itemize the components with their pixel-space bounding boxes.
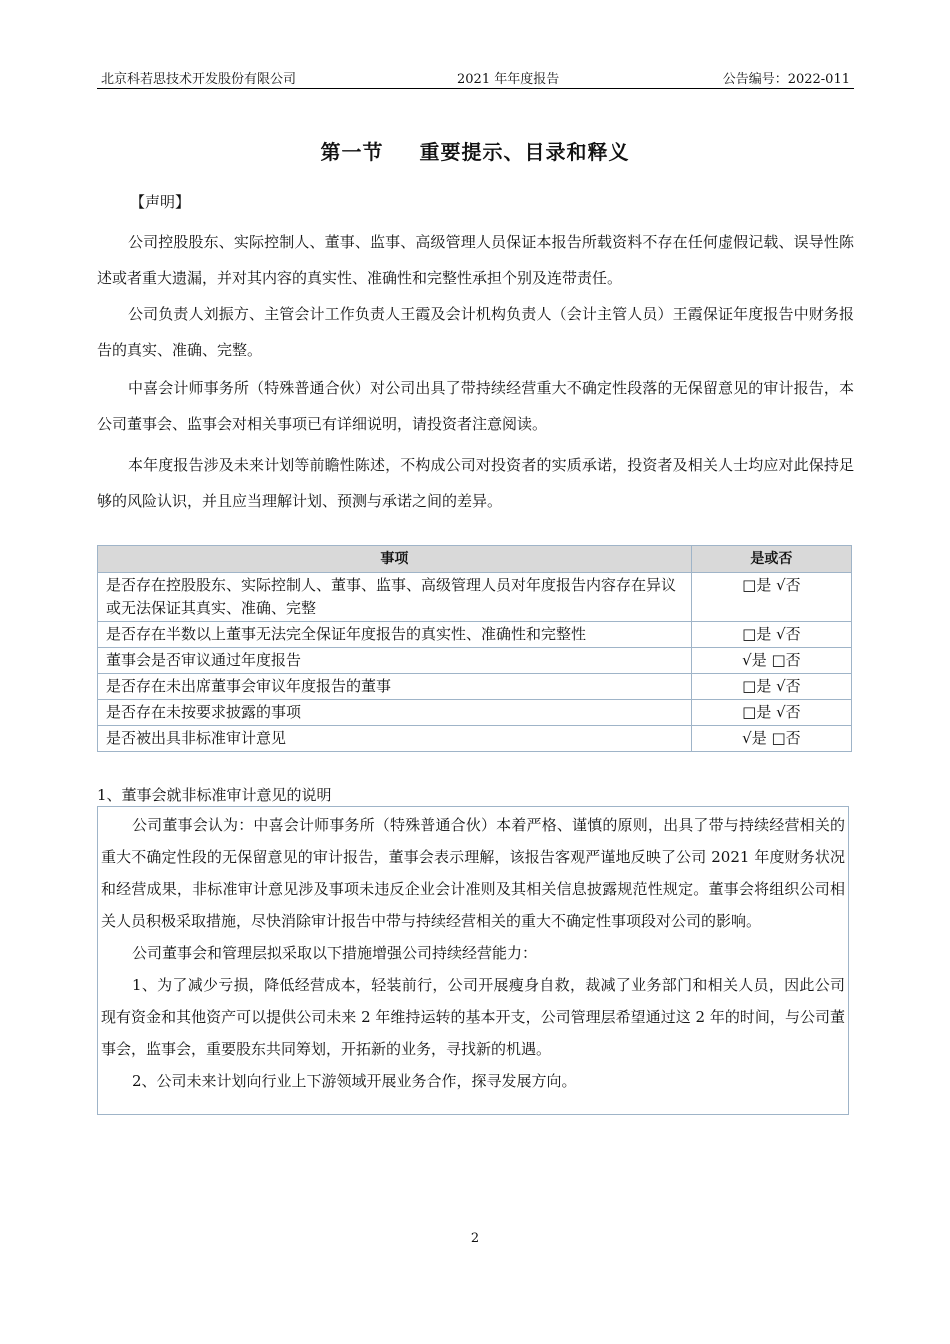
matter-item: 是否被出具非标准审计意见: [98, 726, 692, 752]
matter-item: 是否存在控股股东、实际控制人、董事、监事、高级管理人员对年度报告内容存在异议或无法保证其真实、准确、完整: [98, 573, 692, 622]
board-explanation-paragraph: 公司董事会认为：中喜会计师事务所（特殊普通合伙）本着严格、谨慎的原则，出具了带与持续经营相关的重大不确定性段的无保留意见的审计报告，董事会表示理解，该报告客观严谨地反映了公司 2021 年度财务状况和经营成果，非标准审计意见涉及事项未违反企业会计准则及其相关信息披露规范性规定。董事会将组织公司相关人员积极采取措施，尽快消除审计报告中带与持续经营相关的重大不确定性事项段对公司的影响。: [101, 816, 845, 930]
board-explanation-paragraph: 2、公司未来计划向行业上下游领域开展业务合作，探寻发展方向。: [132, 1072, 577, 1090]
column-header-answer: 是或否: [691, 546, 851, 573]
matter-item: 董事会是否审议通过年度报告: [98, 648, 692, 674]
matter-answer: □是 √否: [691, 573, 851, 622]
statement-label: 【声明】: [130, 193, 191, 211]
table-row: [98, 674, 852, 700]
board-explanation-paragraph: 公司董事会和管理层拟采取以下措施增强公司持续经营能力：: [132, 944, 538, 962]
header-notice-number: 公告编号：2022-011: [722, 72, 850, 87]
matter-answer: □是 √否: [691, 700, 851, 726]
table-row: [98, 726, 852, 752]
board-explanation-heading: 1、董事会就非标准审计意见的说明: [97, 786, 332, 804]
section-name: 重要提示、目录和释义: [419, 140, 630, 164]
header-company: 北京科若思技术开发股份有限公司: [101, 72, 297, 87]
board-explanation-paragraph: 1、为了减少亏损，降低经营成本，轻装前行，公司开展瘦身自救，裁减了业务部门和相关人员，因此公司现有资金和其他资产可以提供公司未来 2 年维持运转的基本开支，公司管理层希望通过这 2 年的时间，与公司董事会，监事会，重要股东共同筹划，开拓新的业务，寻找新的机遇。: [101, 976, 845, 1058]
matter-item: 是否存在未按要求披露的事项: [98, 700, 692, 726]
statement-paragraph-2: 公司负责人刘振方、主管会计工作负责人王霞及会计机构负责人（会计主管人员）王霞保证年度报告中财务报告的真实、准确、完整。: [97, 305, 854, 359]
page-header: [97, 66, 854, 89]
table-header-row: [98, 546, 852, 573]
matter-answer: √是 □否: [691, 726, 851, 752]
matter-answer: □是 √否: [691, 674, 851, 700]
matters-table: [97, 545, 852, 752]
matter-answer: √是 □否: [691, 648, 851, 674]
table-row: [98, 573, 852, 622]
column-header-item: 事项: [98, 546, 692, 573]
section-number: 第一节: [320, 140, 384, 164]
statement-paragraph-1: 公司控股股东、实际控制人、董事、监事、高级管理人员保证本报告所载资料不存在任何虚假记载、误导性陈述或者重大遗漏，并对其内容的真实性、准确性和完整性承担个别及连带责任。: [97, 233, 854, 287]
statement-paragraph-4: 本年度报告涉及未来计划等前瞻性陈述，不构成公司对投资者的实质承诺，投资者及相关人士均应对此保持足够的风险认识，并且应当理解计划、预测与承诺之间的差异。: [97, 456, 854, 510]
table-row: [98, 648, 852, 674]
matter-answer: □是 √否: [691, 622, 851, 648]
matter-item: 是否存在半数以上董事无法完全保证年度报告的真实性、准确性和完整性: [98, 622, 692, 648]
page-number: 2: [470, 1231, 480, 1246]
statement-paragraph-3: 中喜会计师事务所（特殊普通合伙）对公司出具了带持续经营重大不确定性段落的无保留意见的审计报告，本公司董事会、监事会对相关事项已有详细说明，请投资者注意阅读。: [97, 379, 854, 433]
section-title: [0, 136, 950, 165]
matter-item: 是否存在未出席董事会审议年度报告的董事: [98, 674, 692, 700]
header-report-title: 2021 年年度报告: [457, 72, 560, 87]
table-row: [98, 700, 852, 726]
table-row: [98, 622, 852, 648]
board-explanation-box: [97, 806, 849, 1115]
